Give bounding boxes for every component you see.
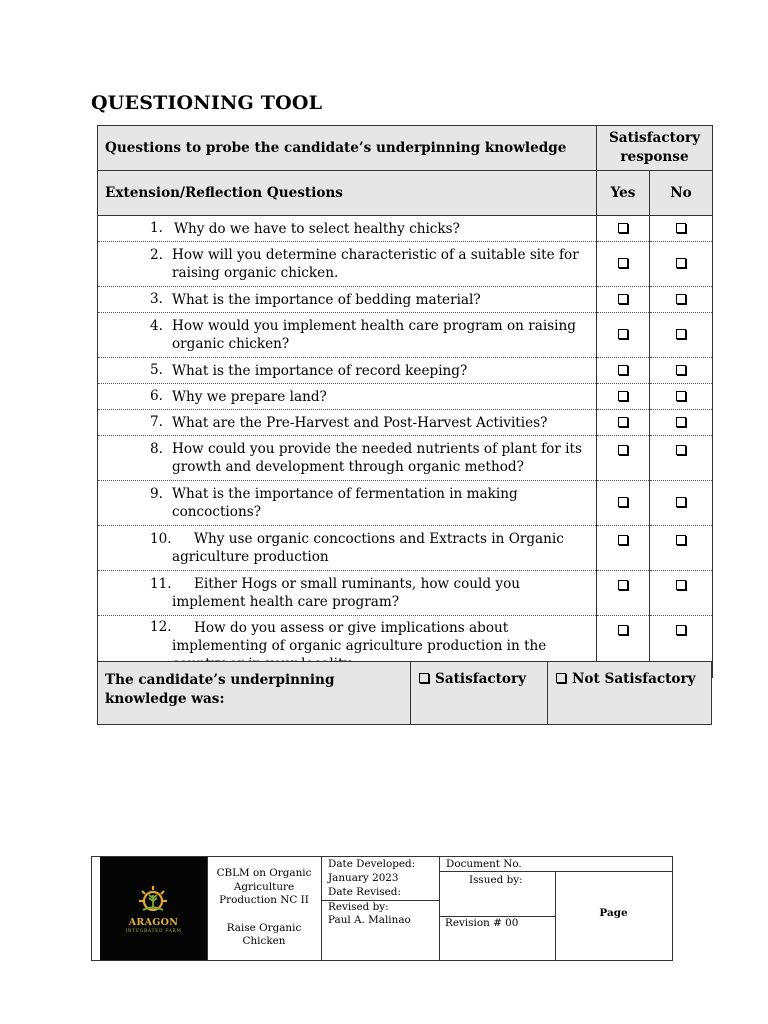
not-satisfactory-option[interactable] [548,662,712,725]
question-number: 2. [150,247,163,263]
no-checkbox[interactable] [676,445,686,455]
satisfactory-label: Satisfactory [435,671,527,687]
no-checkbox[interactable] [676,391,686,401]
revised-by-label: Revised by: [328,901,389,913]
no-checkbox[interactable] [676,223,686,233]
no-header: No [650,171,713,216]
not-satisfactory-label: Not Satisfactory [572,671,696,687]
module-line: Production NC II [219,894,309,906]
satisfactory-option[interactable] [411,662,548,725]
question-number: 6. [150,387,163,404]
question-number: 12. [150,619,172,635]
question-text: Why we prepare land? [172,388,327,405]
question-number: 9. [150,486,163,502]
table-row [98,384,713,410]
dates-cell [322,857,440,960]
question-number: 5. [150,361,163,378]
table-row [98,436,713,481]
table-row [98,526,713,571]
question-text: How would you implement health care program on raising organic chicken? [172,318,576,352]
question-number: 10. [150,531,172,547]
yes-checkbox[interactable] [618,365,628,375]
yes-checkbox[interactable] [618,223,628,233]
satisfactory-checkbox[interactable] [419,673,429,683]
question-text: What are the Pre-Harvest and Post-Harvest Activities? [172,414,548,431]
question-text: How could you provide the needed nutrients of plant for its growth and development through organic method? [172,441,582,475]
page-label: Page [599,907,628,919]
question-text: What is the importance of bedding material? [172,291,481,308]
issued-by-cell [439,872,556,960]
table-row [98,216,713,242]
yes-checkbox[interactable] [618,445,628,455]
not-satisfactory-checkbox[interactable] [556,673,566,683]
revision-number: Revision # 00 [445,917,519,929]
yes-checkbox[interactable] [618,535,628,545]
yes-checkbox[interactable] [618,580,628,590]
question-number: 8. [150,441,163,457]
no-checkbox[interactable] [676,258,686,268]
no-checkbox[interactable] [676,365,686,375]
module-line: Agriculture [233,880,295,893]
subheader-label: Extension/Reflection Questions [98,171,597,216]
date-revised-label: Date Revised: [328,886,401,898]
yes-header: Yes [597,171,650,216]
sun-wheat-icon [137,883,169,915]
question-text: How do you assess or give implications about implementing of organic agriculture production in the [172,620,547,654]
no-checkbox[interactable] [676,329,686,339]
question-number: 1. [150,219,163,236]
summary-table [97,661,712,725]
page-cell [555,872,672,960]
question-number: 7. [150,413,163,430]
yes-checkbox[interactable] [618,294,628,304]
aragon-logo [100,857,207,960]
question-text: What is the importance of record keeping? [172,362,468,379]
issued-by-label: Issued by: [469,874,523,886]
yes-checkbox[interactable] [618,258,628,268]
no-checkbox[interactable] [676,535,686,545]
revised-by: Paul A. Malinao [328,914,411,926]
header-response-cell: Satisfactory response [597,126,713,171]
table-row [98,287,713,313]
date-developed-label: Date Developed: [328,858,416,870]
question-text: Why use organic concoctions and Extracts in Organic agriculture production [172,531,564,565]
question-text: How will you determine characteristic of a suitable site for raising organic chicken. [172,247,579,281]
logo-brand: ARAGON [128,917,179,928]
no-checkbox[interactable] [676,625,686,635]
no-checkbox[interactable] [676,580,686,590]
table-header-row [98,126,713,171]
no-checkbox[interactable] [676,294,686,304]
module-line: Raise Organic [226,921,302,934]
document-no-label: Document No. [446,858,522,870]
table-row [98,410,713,436]
summary-label: The candidate’s underpinning knowledge was: [98,662,411,725]
question-number: 11. [150,576,172,592]
question-text: Why do we have to select healthy chicks? [174,220,460,237]
question-number: 4. [150,318,163,334]
table-row [98,481,713,526]
no-checkbox[interactable] [676,497,686,507]
no-checkbox[interactable] [676,417,686,427]
header-question-cell: Questions to probe the candidate’s underpinning knowledge [98,126,597,171]
module-line: Chicken [242,935,286,947]
document-footer [91,856,673,961]
yes-checkbox[interactable] [618,625,628,635]
yes-checkbox[interactable] [618,391,628,401]
date-developed: January 2023 [328,872,399,884]
table-row [98,242,713,287]
table-row [98,571,713,616]
module-line: CBLM on Organic [216,867,312,879]
table-row [98,358,713,384]
table-row [98,313,713,358]
yes-checkbox[interactable] [618,497,628,507]
table-subheader-row [98,171,713,216]
module-title-cell [207,857,322,960]
page-title: QUESTIONING TOOL [91,92,323,114]
logo-subtitle: INTEGRATED FARM [125,929,182,934]
question-number: 3. [150,290,163,307]
yes-checkbox[interactable] [618,329,628,339]
yes-checkbox[interactable] [618,417,628,427]
question-text: Either Hogs or small ruminants, how could you implement health care program? [172,576,521,610]
question-text: What is the importance of fermentation in making concoctions? [172,486,518,520]
questioning-table [97,125,713,678]
